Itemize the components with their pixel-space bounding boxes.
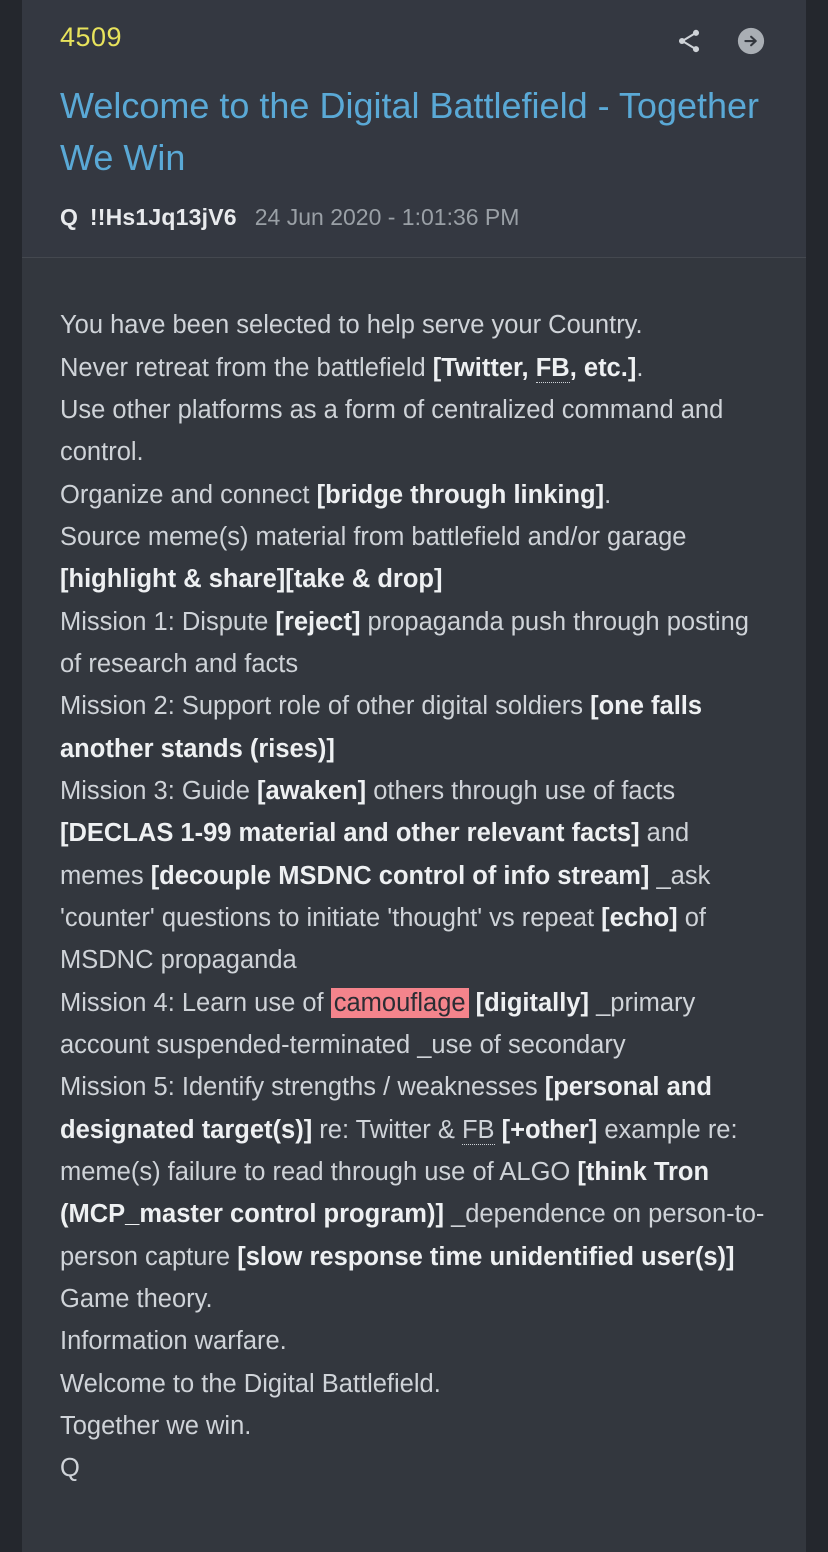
body-text: Welcome to the Digital Battlefield. [60,1369,441,1398]
right-gutter [806,0,828,1552]
emphasis-text: [bridge through linking] [316,480,605,509]
post-body-line [60,1278,768,1320]
emphasis-text: [decouple MSDNC control of info stream] [150,861,650,890]
body-text: _dependence on person-to-person capture [60,1200,765,1271]
emphasis-text: [think Tron (MCP_master control program)] [60,1157,710,1229]
body-text: Mission 5: Identify strengths / weaknesses [60,1073,545,1102]
post-meta [60,204,768,231]
emphasis-text: [reject] [275,607,361,636]
share-icon[interactable] [672,24,706,58]
post-card [22,0,806,1552]
header-actions [672,22,768,58]
body-text [495,1116,502,1144]
post-body-line [60,1447,768,1489]
post-body-line [60,1066,768,1278]
body-text: . [636,353,644,382]
post-header-top [60,22,768,58]
emphasis-text: [highlight & share][take & drop] [60,565,443,594]
abbreviation-text: FB [461,1115,495,1144]
body-text: Organize and connect [60,480,317,509]
highlighted-text: camouflage [331,988,469,1018]
post-body-line [60,982,768,1067]
body-text: Mission 4: Learn use of [60,988,331,1017]
post-body-line [60,1405,768,1447]
post-body-line [60,389,768,474]
post-body-line [60,685,768,770]
body-text: Mission 3: Guide [60,776,258,805]
post-body-line [60,1363,768,1405]
post-body-line [60,516,768,601]
post-body-line [60,304,768,346]
post-number[interactable]: 4509 [60,22,123,52]
body-text: _ask 'counter' questions to initiate 'thought' vs repeat [60,861,711,932]
body-text: Game theory. [60,1284,213,1313]
body-text: propaganda push through posting of research and facts [60,607,749,678]
post-body [22,258,806,1529]
body-text: Information warfare. [60,1327,287,1356]
post-timestamp: 24 Jun 2020 - 1:01:36 PM [254,204,520,231]
body-text: Q [60,1454,80,1483]
page-title: Welcome to the Digital Battlefield - Together We Win [60,85,760,179]
body-text: re: Twitter & [312,1115,462,1144]
emphasis-text: [digitally] [475,988,590,1017]
post-body-line [60,347,768,389]
body-text: Mission 2: Support role of other digital soldiers [60,692,591,721]
emphasis-text: [awaken] [257,776,367,805]
emphasis-text: , etc.] [569,353,637,382]
body-text: Mission 1: Dispute [60,607,276,636]
body-text: Use other platforms as a form of centralized command and control. [60,396,724,467]
body-text: and memes [60,819,690,890]
body-text: You have been selected to help serve your Country. [60,311,643,340]
abbreviation-text: FB [535,353,570,382]
post-body-line [60,474,768,516]
emphasis-text: [slow response time unidentified user(s)] [237,1242,735,1271]
post-header [22,0,806,258]
body-text: . [604,480,612,509]
body-text: example re: meme(s) failure to read through use of ALGO [60,1115,738,1186]
emphasis-text: [echo] [601,903,678,932]
emphasis-text: [DECLAS 1-99 material and other relevant facts] [60,819,640,848]
body-text: Never retreat from the battlefield [60,353,433,382]
body-text [469,989,476,1017]
post-tripcode: !!Hs1Jq13jV6 [89,204,237,231]
body-text: _primary account suspended-terminated _use of secondary [60,988,696,1059]
post-body-line [60,1320,768,1362]
post-body-line [60,770,768,982]
emphasis-text: [one falls another stands (rises)] [60,692,703,763]
emphasis-text: [+other] [501,1115,598,1144]
emphasis-text: [Twitter, [432,353,536,382]
body-text: Together we win. [60,1411,252,1440]
arrow-right-circle-icon[interactable] [734,24,768,58]
emphasis-text: [personal and designated target(s)] [60,1073,712,1144]
body-text: of MSDNC propaganda [60,903,706,975]
body-text: others through use of facts [366,776,676,805]
post-author: Q [60,204,78,231]
left-gutter [0,0,22,1552]
post-body-line [60,601,768,686]
body-text: Source meme(s) material from battlefield and/or garage [60,523,687,552]
